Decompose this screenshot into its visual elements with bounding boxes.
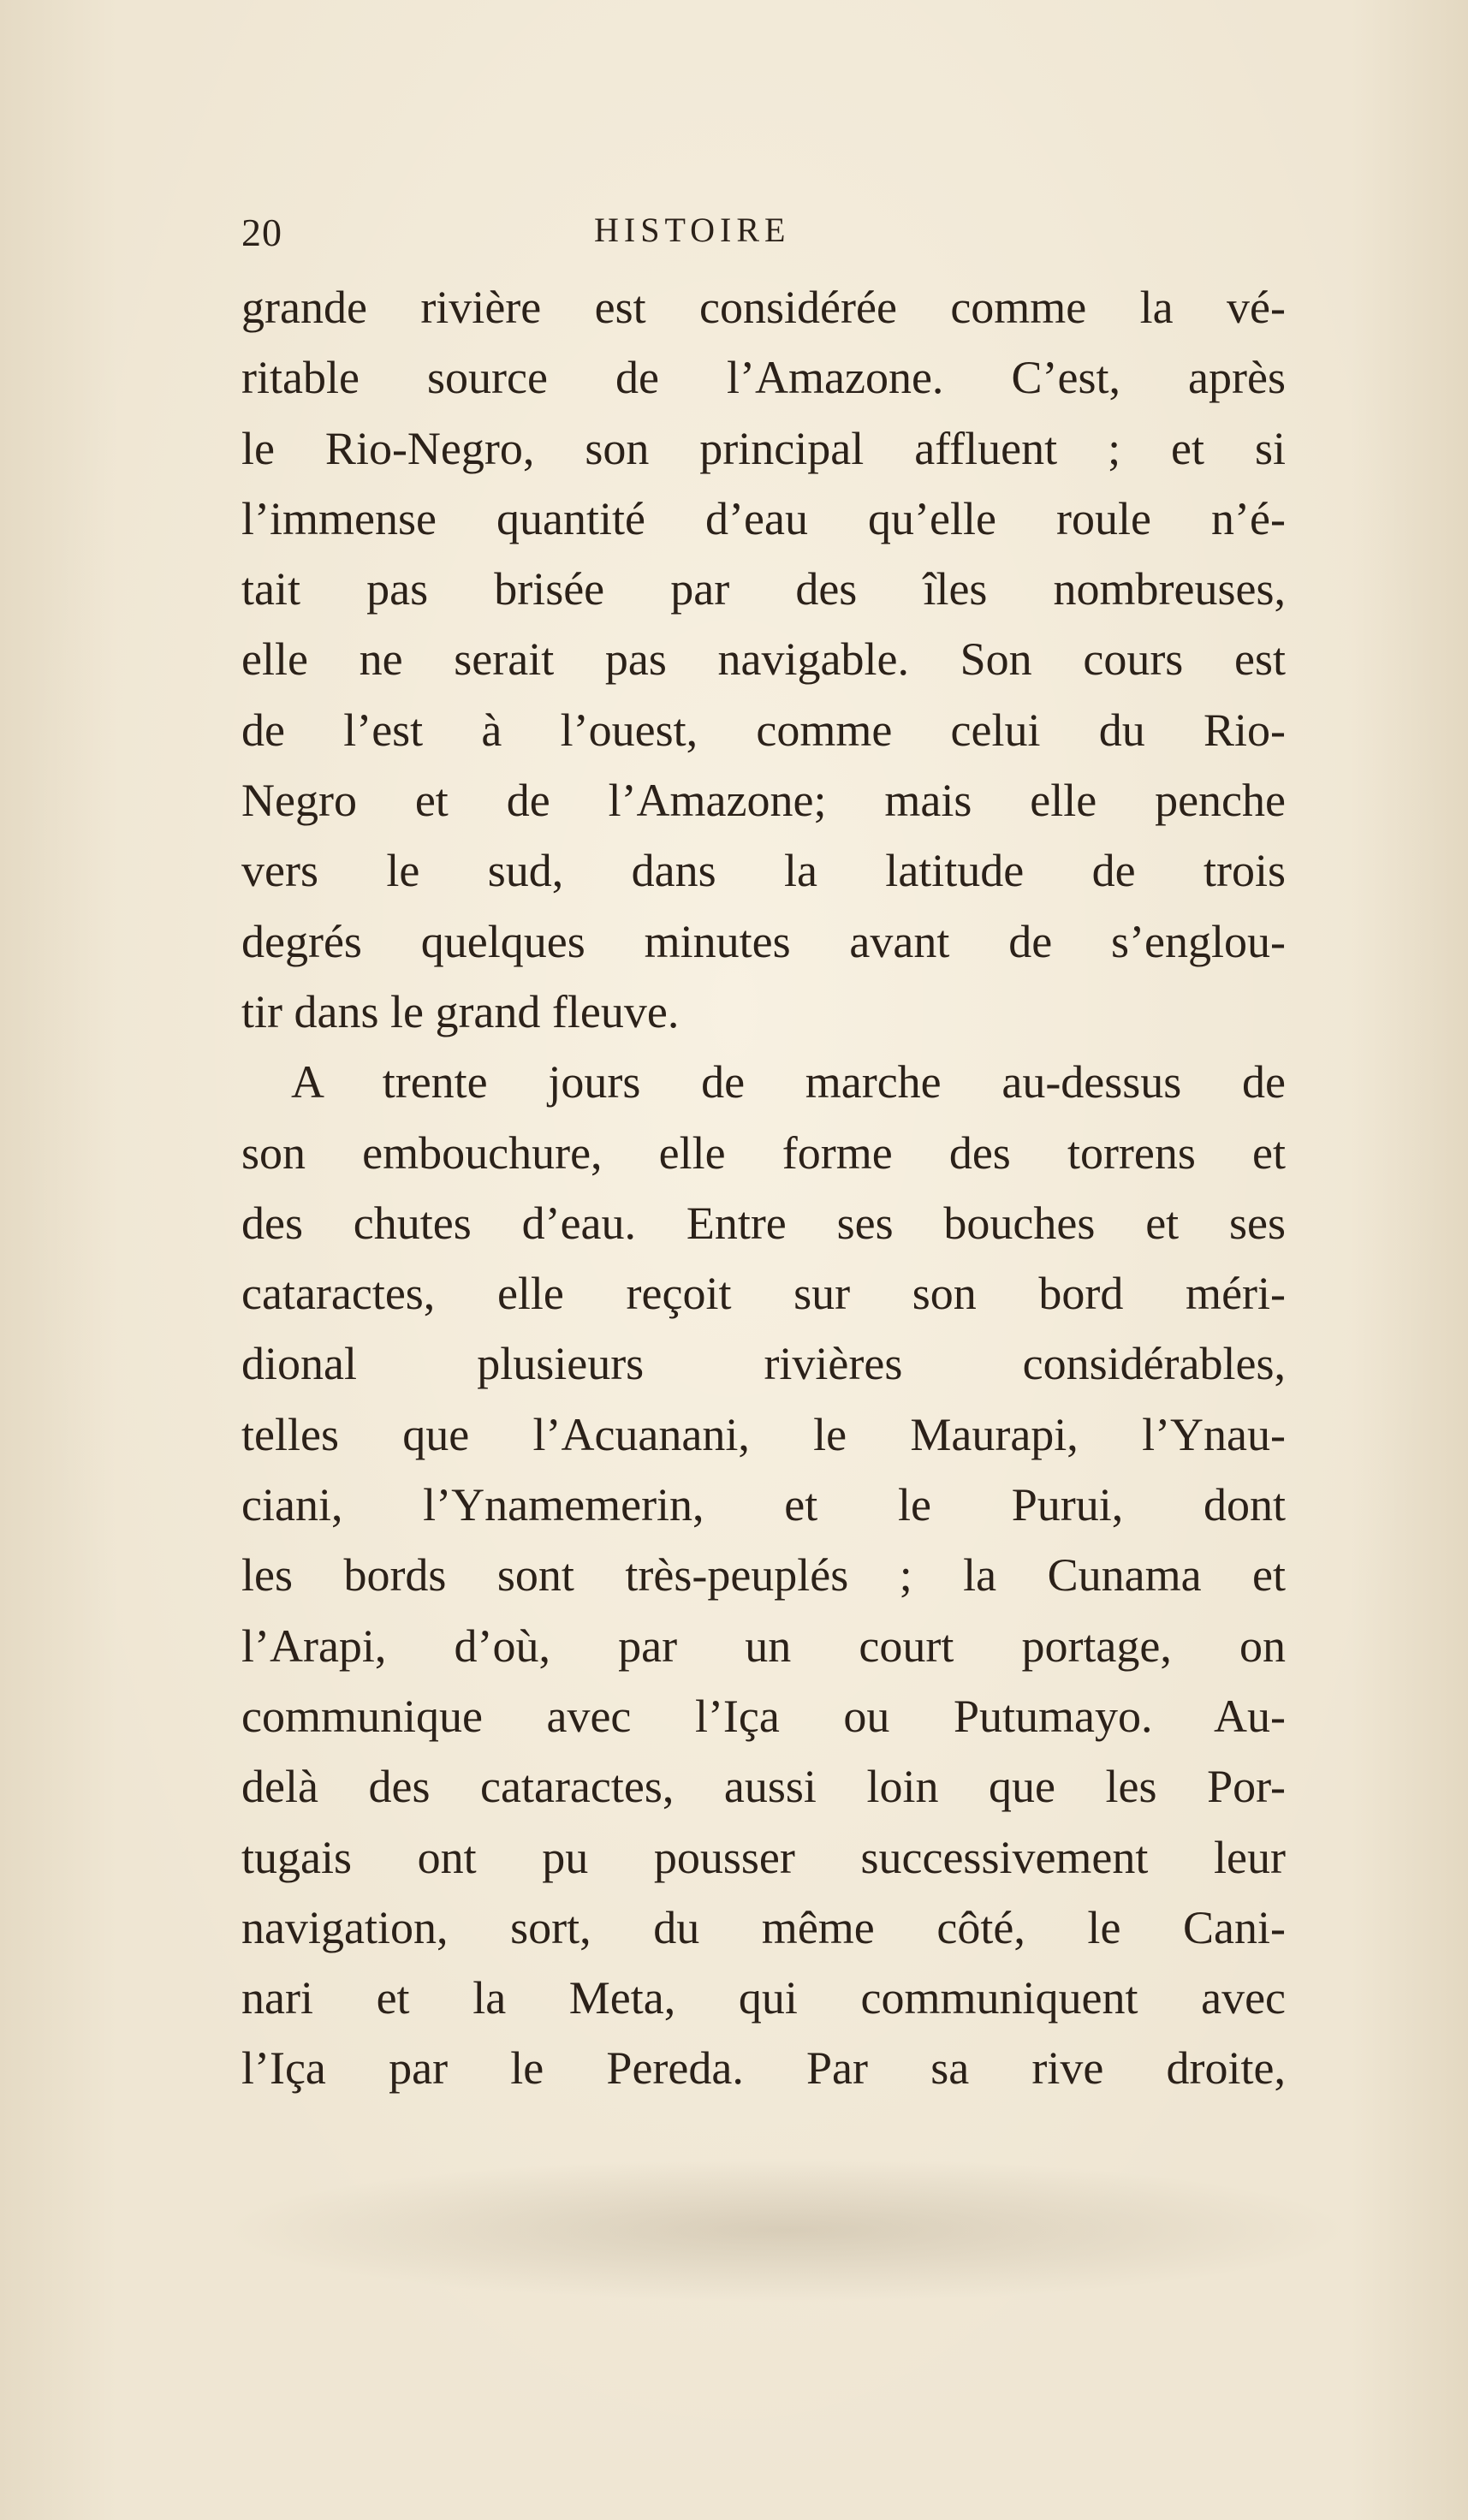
- text-line-paragraph-start: A trente jours de marche au-dessus de: [291, 1056, 1286, 1108]
- text-line: telles que l’Acuanani, le Maurapi, l’Ynau-: [241, 1408, 1286, 1460]
- text-line: grande rivière est considérée comme la vé-: [241, 282, 1286, 333]
- text-line: des chutes d’eau. Entre ses bouches et ses: [241, 1197, 1286, 1249]
- text-line: l’Arapi, d’où, par un court portage, on: [241, 1620, 1286, 1672]
- page-shadow: [223, 2157, 1352, 2303]
- text-line: ritable source de l’Amazone. C’est, après: [241, 352, 1286, 404]
- text-line: les bords sont très-peuplés ; la Cunama et: [241, 1549, 1286, 1602]
- text-line: de l’est à l’ouest, comme celui du Rio-: [241, 704, 1286, 756]
- text-line: tugais ont pu pousser successivement leur: [241, 1831, 1286, 1883]
- text-line: l’immense quantité d’eau qu’elle roule n’é-: [241, 492, 1286, 544]
- running-head: HISTOIRE: [594, 211, 791, 249]
- text-line: tait pas brisée par des îles nombreuses,: [241, 563, 1286, 615]
- text-line: elle ne serait pas navigable. Son cours est: [241, 633, 1286, 686]
- body-text: [241, 272, 1286, 2104]
- text-line: l’Iça par le Pereda. Par sa rive droite,: [241, 2042, 1286, 2095]
- text-line: cataractes, elle reçoit sur son bord méri-: [241, 1268, 1286, 1320]
- text-line: vers le sud, dans la latitude de trois: [241, 845, 1286, 897]
- text-line: Negro et de l’Amazone; mais elle penche: [241, 775, 1286, 827]
- page-header: [241, 210, 1286, 261]
- text-line: delà des cataractes, aussi loin que les Por-: [241, 1761, 1286, 1813]
- text-line: navigation, sort, du même côté, le Cani-: [241, 1901, 1286, 1953]
- text-line: le Rio-Negro, son principal affluent ; et si: [241, 422, 1286, 474]
- text-line: degrés quelques minutes avant de s’englou-: [241, 915, 1286, 967]
- text-line-paragraph-end: tir dans le grand fleuve.: [241, 985, 680, 1037]
- text-line: communique avec l’Iça ou Putumayo. Au-: [241, 1690, 1286, 1742]
- text-line: son embouchure, elle forme des torrens et: [241, 1126, 1286, 1179]
- text-line: dional plusieurs rivières considérables,: [241, 1338, 1286, 1390]
- text-line: nari et la Meta, qui communiquent avec: [241, 1972, 1286, 2024]
- page-number: 20: [241, 211, 282, 254]
- text-line: ciani, l’Ynamemerin, et le Purui, dont: [241, 1479, 1286, 1531]
